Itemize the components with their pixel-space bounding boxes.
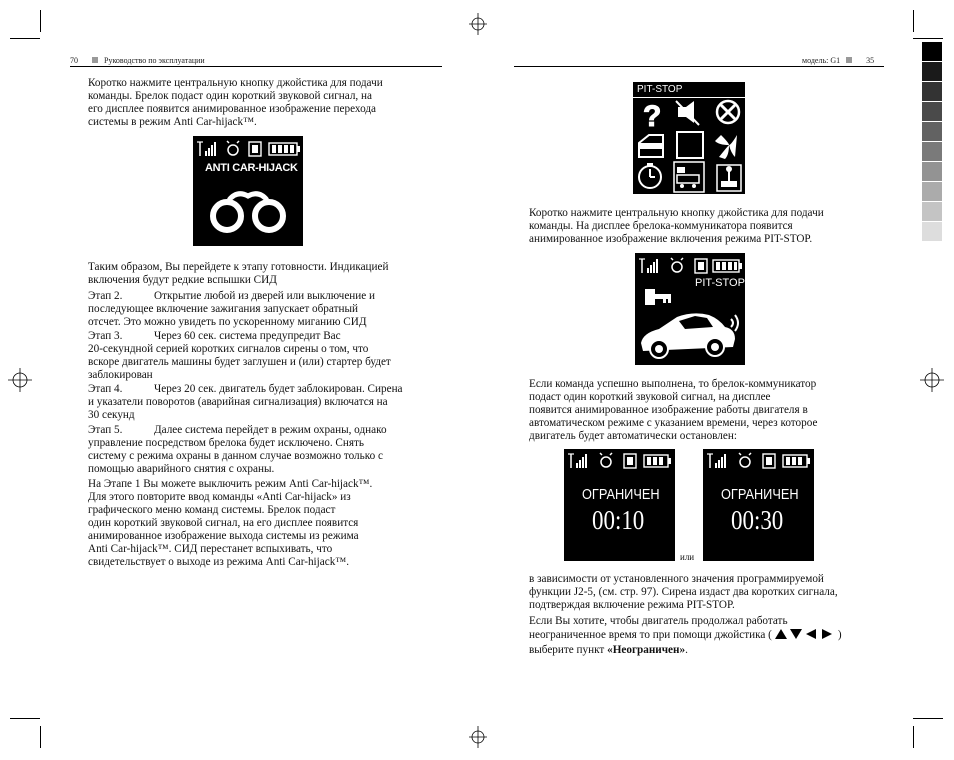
screen-label: ANTI CAR-HIJACK: [205, 162, 298, 174]
crop-mark: [913, 726, 914, 748]
crop-mark: [40, 726, 41, 748]
step-label: Этап 5.: [88, 424, 123, 436]
intro-paragraph: Коротко нажмите центральную кнопку джойстика для подачи команды. Брелок подаст один короткий звуковой сигнал, на его дисплее появится анимированное изображение перехода системы в режим Anti Car-hijack™.: [88, 77, 383, 128]
menu-title: PIT-STOP: [637, 84, 683, 95]
exit-paragraph: На Этапе 1 Вы можете выключить режим Anti Car-hijack™. Для этого повторите ввод команды «Anti Car-hijack» из графического меню команд системы. Брелок подаст один короткий звуковой сигнал, на его дисплее появится анимированное изображение выхода системы из режима Anti Car-hijack™. СИД перестанет вспыхивать, что свидетельствует о выходе из режима Anti Car-hijack™.: [88, 478, 373, 568]
square-icon: [846, 57, 852, 63]
menu-number: 2: [687, 132, 701, 157]
pit-stop-paragraph-4: Если Вы хотите, чтобы двигатель продолжал работать неограниченное время то при помощи джойстика ( ) выберите пункт «Неограничен».: [529, 615, 842, 656]
timer-label: ОГРАНИЧЕН: [721, 486, 799, 503]
crop-mark: [913, 38, 943, 39]
header-rule: [70, 66, 442, 67]
page-number: 70: [70, 56, 78, 65]
right-page-header: [802, 56, 874, 65]
pit-stop-menu-screen: [633, 82, 745, 194]
swatch: [922, 222, 942, 242]
pit-stop-paragraph-3: в зависимости от установленного значения программируемой функции J2-5, (см. стр. 97). Сирена издаст два коротких сигнала, подтверждая включение режима PIT-STOP.: [529, 573, 838, 611]
registration-mark: [468, 726, 488, 748]
joystick-arrows-icon: [774, 628, 836, 644]
header-model: модель: G1: [802, 56, 841, 65]
crop-mark: [913, 10, 914, 32]
ready-paragraph: Таким образом, Вы перейдете к этапу готовности. Индикацией включения будут редкие вспышки СИД: [88, 261, 389, 286]
timer-label: ОГРАНИЧЕН: [582, 486, 660, 503]
swatch: [922, 122, 942, 142]
swatch: [922, 82, 942, 102]
swatch: [922, 182, 942, 202]
step-5: Этап 5. Далее система перейдет в режим охраны, однако управление посредством брелока будет исключено. Снять систему с режима охраны в данном случае возможно только с помощью аварийного снятия с охраны.: [88, 424, 387, 475]
svg-text:?: ?: [643, 100, 662, 133]
step-3: Этап 3. Через 60 сек. система предупредит Вас 20-секундной серией коротких сигналов сирены о том, что вскоре двигатель машины будет заглушен и (или) стартер будет заблокирован: [88, 330, 391, 381]
timer-value: 00:30: [731, 505, 784, 535]
swatch: [922, 42, 942, 62]
pit-stop-paragraph-1: Коротко нажмите центральную кнопку джойстика для подачи команды. На дисплее брелока-коммуникатора появится анимированное изображение включения режима PIT-STOP.: [529, 207, 824, 245]
swatch: [922, 62, 942, 82]
status-icons: [568, 452, 672, 470]
swatch: [922, 162, 942, 182]
screen-label: PIT-STOP: [695, 277, 745, 289]
timer-screen-limited-10: [564, 449, 675, 561]
timer-screen-limited-30: [703, 449, 814, 561]
registration-mark: [8, 368, 32, 392]
car-icon: [637, 305, 743, 363]
or-label: или: [680, 552, 695, 562]
crop-mark: [913, 718, 943, 719]
key-icon: [643, 287, 673, 307]
swatch: [922, 202, 942, 222]
pit-stop-car-screen: [635, 253, 745, 365]
status-icons: [707, 452, 811, 470]
registration-mark: [468, 13, 488, 35]
step-4: Этап 4. Через 20 сек. двигатель будет заблокирован. Сирена и указатели поворотов (аварийная сигнализация) включатся на 30 секунд: [88, 383, 403, 421]
status-icons: [197, 140, 301, 158]
handcuffs-icon: [207, 188, 289, 234]
square-icon: [92, 57, 98, 63]
status-icons: [639, 257, 743, 275]
crop-mark: [10, 38, 40, 39]
step-2: Этап 2. Открытие любой из дверей или выключение и последующее включение зажигания запускает обратный отсчет. Это можно увидеть по ускоренному миганию СИД: [88, 290, 376, 328]
step-label: Этап 2.: [88, 290, 123, 302]
header-rule: [514, 66, 884, 67]
pit-stop-paragraph-2: Если команда успешно выполнена, то брелок-коммуникатор подаст один короткий звуковой сигнал, на дисплее появится анимированное изображение работы двигателя в автоматическом режиме с указанием времени, через которое двигатель будет автоматически остановлен:: [529, 378, 818, 442]
crop-mark: [10, 718, 40, 719]
anti-car-hijack-screen: [193, 136, 303, 246]
timer-value: 00:10: [592, 505, 645, 535]
step-label: Этап 3.: [88, 330, 123, 342]
crop-mark: [40, 10, 41, 32]
step-label: Этап 4.: [88, 383, 123, 395]
header-title: Руководство по эксплуатации: [104, 56, 205, 65]
registration-mark: [920, 368, 944, 392]
unlimited-option: «Неограничен»: [607, 644, 686, 656]
swatch: [922, 142, 942, 162]
left-page-header: [70, 56, 205, 65]
page-number: 35: [866, 56, 875, 65]
swatch: [922, 102, 942, 122]
